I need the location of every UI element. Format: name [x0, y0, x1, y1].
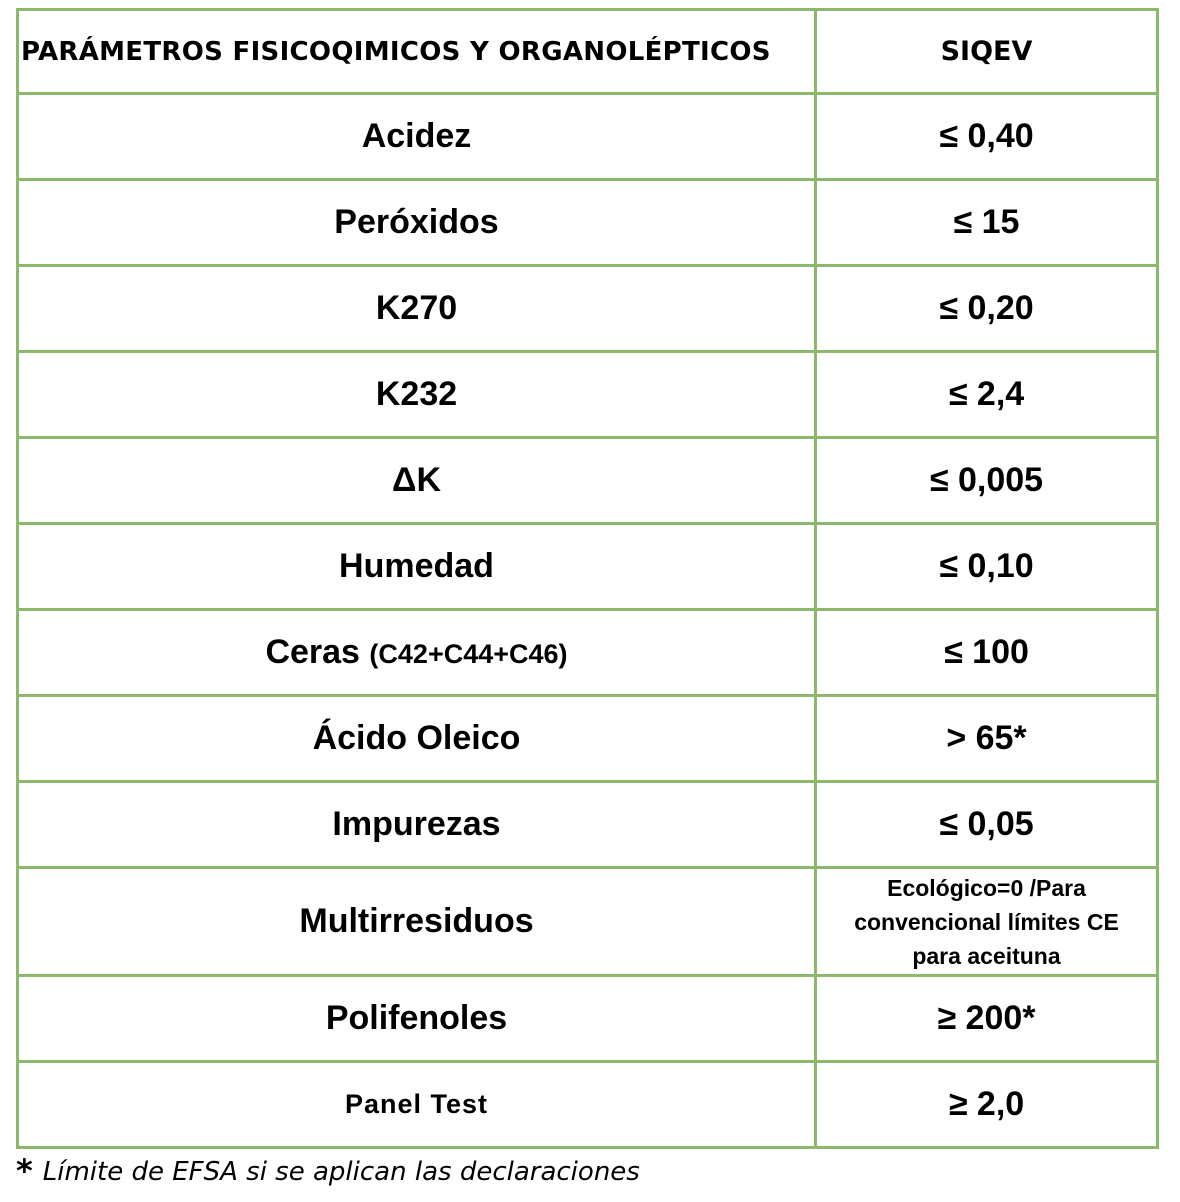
value-humedad: ≤ 0,10 [816, 524, 1158, 610]
value-impurezas: ≤ 0,05 [816, 782, 1158, 868]
param-acido-oleico: Ácido Oleico [18, 696, 816, 782]
param-ceras-sub: (C42+C44+C46) [369, 639, 568, 669]
value-delta-k: ≤ 0,005 [816, 438, 1158, 524]
value-acido-oleico: > 65* [816, 696, 1158, 782]
value-multirresiduos-line-2: convencional límites CE [854, 908, 1119, 935]
param-ceras [18, 610, 816, 696]
value-multirresiduos-line-3: para aceituna [912, 942, 1061, 969]
value-k270: ≤ 0,20 [816, 266, 1158, 352]
parameters-table [16, 8, 1159, 1149]
param-humedad: Humedad [18, 524, 816, 610]
table-row [18, 352, 1158, 438]
param-multirresiduos: Multirresiduos [18, 868, 816, 976]
table-row [18, 610, 1158, 696]
param-acidez: Acidez [18, 94, 816, 180]
footnote [16, 1152, 640, 1190]
value-polifenoles: ≥ 200* [816, 976, 1158, 1062]
value-multirresiduos [816, 868, 1158, 976]
table-row [18, 696, 1158, 782]
table-header-row [18, 10, 1158, 94]
table-row [18, 1062, 1158, 1148]
table-row [18, 868, 1158, 976]
table-row [18, 94, 1158, 180]
param-panel-test: Panel Test [18, 1062, 816, 1148]
param-k232: K232 [18, 352, 816, 438]
param-polifenoles: Polifenoles [18, 976, 816, 1062]
param-k270: K270 [18, 266, 816, 352]
table-row [18, 976, 1158, 1062]
table-row [18, 438, 1158, 524]
parameters-table-container [16, 8, 1156, 1149]
value-ceras: ≤ 100 [816, 610, 1158, 696]
value-panel-test: ≥ 2,0 [816, 1062, 1158, 1148]
header-siqev: SIQEV [816, 10, 1158, 94]
value-multirresiduos-line-1: Ecológico=0 /Para [887, 874, 1086, 901]
table-row [18, 180, 1158, 266]
table-row [18, 782, 1158, 868]
param-impurezas: Impurezas [18, 782, 816, 868]
value-k232: ≤ 2,4 [816, 352, 1158, 438]
header-parameters: PARÁMETROS FISICOQIMICOS Y ORGANOLÉPTICOS [18, 10, 816, 94]
param-peroxidos: Peróxidos [18, 180, 816, 266]
table-row [18, 524, 1158, 610]
param-ceras-label: Ceras [265, 633, 370, 671]
footnote-asterisk: * [16, 1152, 33, 1190]
value-acidez: ≤ 0,40 [816, 94, 1158, 180]
footnote-text: Límite de EFSA si se aplican las declaraciones [42, 1157, 640, 1187]
param-delta-k: ΔK [18, 438, 816, 524]
value-peroxidos: ≤ 15 [816, 180, 1158, 266]
table-row [18, 266, 1158, 352]
